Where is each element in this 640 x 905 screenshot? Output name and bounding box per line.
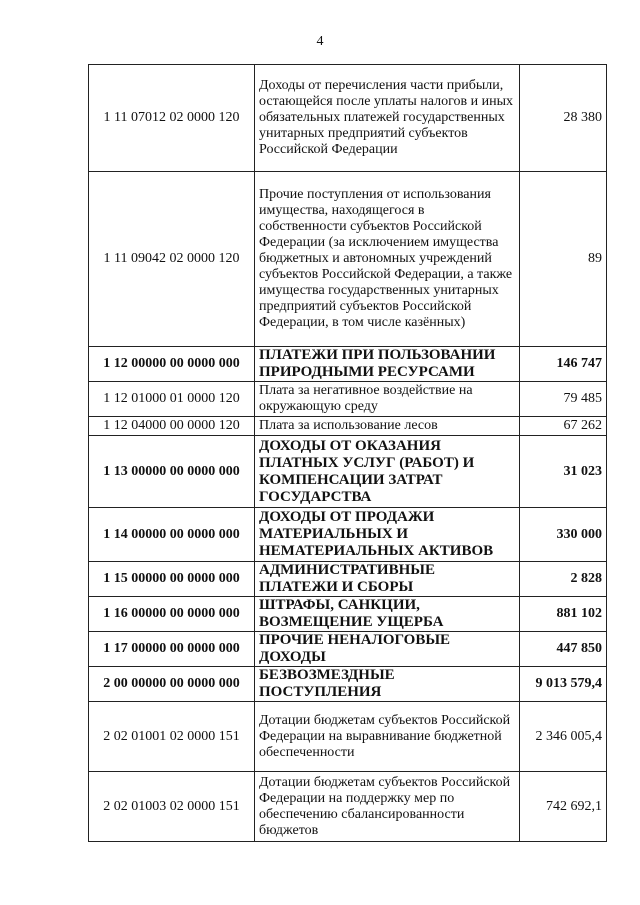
budget-code-cell: 1 15 00000 00 0000 000 (89, 562, 255, 597)
table-row (89, 436, 607, 508)
revenue-name-cell: АДМИНИСТРАТИВНЫЕ ПЛАТЕЖИ И СБОРЫ (255, 562, 520, 597)
revenue-name-cell: Доходы от перечисления части прибыли, остающейся после уплаты налогов и иных обязательных платежей государственных унитарных предприятий субъектов Российской Федерации (255, 65, 520, 172)
revenue-table (88, 64, 607, 842)
table-row (89, 632, 607, 667)
amount-cell: 330 000 (520, 508, 607, 562)
budget-code-cell: 1 16 00000 00 0000 000 (89, 597, 255, 632)
table-row (89, 562, 607, 597)
amount-cell: 9 013 579,4 (520, 667, 607, 702)
amount-cell: 146 747 (520, 347, 607, 382)
amount-cell: 67 262 (520, 417, 607, 436)
table-row (89, 172, 607, 347)
table-row (89, 508, 607, 562)
amount-cell: 79 485 (520, 382, 607, 417)
amount-cell: 28 380 (520, 65, 607, 172)
revenue-name-cell: БЕЗВОЗМЕЗДНЫЕ ПОСТУПЛЕНИЯ (255, 667, 520, 702)
budget-code-cell: 1 13 00000 00 0000 000 (89, 436, 255, 508)
amount-cell: 2 828 (520, 562, 607, 597)
budget-code-cell: 2 02 01001 02 0000 151 (89, 702, 255, 772)
revenue-name-cell: Дотации бюджетам субъектов Российской Федерации на выравнивание бюджетной обеспеченности (255, 702, 520, 772)
budget-code-cell: 1 17 00000 00 0000 000 (89, 632, 255, 667)
amount-cell: 31 023 (520, 436, 607, 508)
amount-cell: 447 850 (520, 632, 607, 667)
revenue-name-cell: Плата за использование лесов (255, 417, 520, 436)
revenue-name-cell: ШТРАФЫ, САНКЦИИ, ВОЗМЕЩЕНИЕ УЩЕРБА (255, 597, 520, 632)
amount-cell: 881 102 (520, 597, 607, 632)
revenue-name-cell: ДОХОДЫ ОТ ОКАЗАНИЯ ПЛАТНЫХ УСЛУГ (РАБОТ) И КОМПЕНСАЦИИ ЗАТРАТ ГОСУДАРСТВА (255, 436, 520, 508)
table-row (89, 667, 607, 702)
budget-code-cell: 1 12 00000 00 0000 000 (89, 347, 255, 382)
budget-code-cell: 1 11 09042 02 0000 120 (89, 172, 255, 347)
revenue-name-cell: ПРОЧИЕ НЕНАЛОГОВЫЕ ДОХОДЫ (255, 632, 520, 667)
table-row (89, 347, 607, 382)
revenue-name-cell: ДОХОДЫ ОТ ПРОДАЖИ МАТЕРИАЛЬНЫХ И НЕМАТЕРИАЛЬНЫХ АКТИВОВ (255, 508, 520, 562)
budget-code-cell: 2 02 01003 02 0000 151 (89, 772, 255, 842)
page-number: 4 (316, 34, 324, 49)
revenue-name-cell: ПЛАТЕЖИ ПРИ ПОЛЬЗОВАНИИ ПРИРОДНЫМИ РЕСУРСАМИ (255, 347, 520, 382)
table-row (89, 702, 607, 772)
budget-code-cell: 1 11 07012 02 0000 120 (89, 65, 255, 172)
amount-cell: 742 692,1 (520, 772, 607, 842)
table-row (89, 772, 607, 842)
amount-cell: 89 (520, 172, 607, 347)
revenue-name-cell: Плата за негативное воздействие на окружающую среду (255, 382, 520, 417)
revenue-name-cell: Прочие поступления от использования имущества, находящегося в собственности субъектов Российской Федерации (за исключением имущества бюджетных и автономных учреждений субъектов Российской Федерации, а также имущества государственных унитарных предприятий субъектов Российской Федерации, в том числе казённых) (255, 172, 520, 347)
amount-cell: 2 346 005,4 (520, 702, 607, 772)
table-row (89, 382, 607, 417)
table-row (89, 65, 607, 172)
budget-code-cell: 1 14 00000 00 0000 000 (89, 508, 255, 562)
table-row (89, 597, 607, 632)
budget-code-cell: 2 00 00000 00 0000 000 (89, 667, 255, 702)
table-row (89, 417, 607, 436)
budget-code-cell: 1 12 04000 00 0000 120 (89, 417, 255, 436)
revenue-name-cell: Дотации бюджетам субъектов Российской Федерации на поддержку мер по обеспечению сбалансированности бюджетов (255, 772, 520, 842)
budget-code-cell: 1 12 01000 01 0000 120 (89, 382, 255, 417)
